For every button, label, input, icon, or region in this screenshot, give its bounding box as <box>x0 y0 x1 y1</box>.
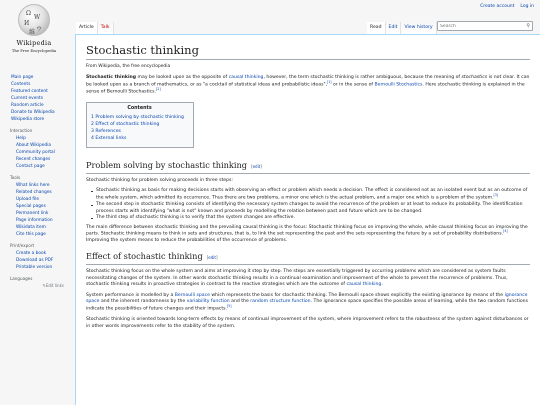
edit-links-button[interactable]: ✎Edit links <box>42 283 64 288</box>
pencil-icon: ✎ <box>42 283 46 288</box>
sidebar-item-wikidata-item[interactable]: Wikidata item <box>16 225 46 230</box>
sidebar-item-download-pdf[interactable]: Download as PDF <box>16 258 54 263</box>
puzzle-globe-icon: Ω W И ウ 維 <box>18 4 50 36</box>
toc-item[interactable]: 3 References <box>91 129 121 135</box>
citation-2[interactable]: [2] <box>156 86 161 91</box>
sidebar-item-current-events[interactable]: Current events <box>11 96 43 101</box>
sidebar-item-related-changes[interactable]: Related changes <box>16 190 52 195</box>
section-heading-effect: Effect of stochastic thinking [edit] <box>86 251 530 265</box>
edit-section-link[interactable]: edit <box>208 255 216 261</box>
link-bernoulli-space[interactable]: Bernoulli space <box>174 292 210 298</box>
wikipedia-logo[interactable] <box>4 4 64 68</box>
edit-section-link[interactable]: edit <box>252 163 261 169</box>
sidebar-heading-print-export: Print/export <box>10 243 35 248</box>
sidebar-item-donate[interactable]: Donate to Wikipedia <box>11 110 55 115</box>
article-content <box>75 34 540 405</box>
sidebar-item-main-page[interactable]: Main page <box>11 75 34 80</box>
sidebar-heading-tools: Tools <box>10 175 21 180</box>
sidebar <box>0 74 74 293</box>
section-edit: [edit] <box>251 163 262 169</box>
sidebar-print-export <box>0 243 74 271</box>
intro-paragraph: Stochastic thinking may be looked upon as the opposite of causal thinking, however, the term stochastic thinking is rather ambiguous, because the meaning of stochastics is not clear. It can be looked upon as a branch of mathematics, or as "a cocktail of statistical ideas and probabilistic ideas",[1] or in the sense of Bernoulli Stochastics. Here stochastic thinking is explained in the sense of Bernoulli Stochastics.[2] <box>86 75 530 95</box>
sidebar-item-help[interactable]: Help <box>16 136 26 141</box>
sidebar-navigation <box>0 74 74 123</box>
section-heading-problem-solving: Problem solving by stochastic thinking [edit] <box>86 160 530 174</box>
link-variability-function[interactable]: variability function <box>186 299 230 305</box>
personal-tools <box>474 4 534 9</box>
tab-article[interactable]: Article <box>76 22 98 34</box>
sidebar-item-create-book[interactable]: Create a book <box>16 251 47 256</box>
sidebar-item-store[interactable]: Wikipedia store <box>11 117 45 122</box>
sidebar-item-recent-changes[interactable]: Recent changes <box>16 157 51 162</box>
sidebar-interaction <box>0 128 74 170</box>
toc-title: Contents <box>127 105 152 111</box>
paragraph: System performance is modelled by a Bernoulli space which represents the basis for stochastic thinking. The Bernoulli space shows explicitly the existing ignorance by means of the ignorance space and the inherent randomness by the variability function and the random structure function. The ignorance space specifies the possible areas of learning, while the two random functions indicate the possibilities of future changes and their impacts.[5] <box>86 292 528 312</box>
sidebar-heading-languages: Languages <box>10 276 33 281</box>
sidebar-heading-interaction: Interaction <box>10 128 33 133</box>
toc-item[interactable]: 4 External links <box>91 136 127 142</box>
sidebar-item-cite-this-page[interactable]: Cite this page <box>16 232 46 237</box>
citation-5[interactable]: [5] <box>227 304 232 309</box>
list-item: Stochastic thinking as basis for making decisions starts with observing an effect or problem which needs a decision. The effect is considered not as an isolated event but as an outcome of the whole system, which admitted its occurrence. Thus there are two problems, a minor one which is the actual problem, and a major one which is a problem of the system.[3] <box>96 188 530 202</box>
sidebar-item-printable-version[interactable]: Printable version <box>16 265 53 270</box>
search-box <box>437 21 533 31</box>
namespace-tabs <box>76 22 114 34</box>
sidebar-item-what-links-here[interactable]: What links here <box>16 183 50 188</box>
page-title: Stochastic thinking <box>86 43 530 60</box>
sidebar-item-featured-content[interactable]: Featured content <box>11 89 48 94</box>
sidebar-item-contact-page[interactable]: Contact page <box>16 164 45 169</box>
sidebar-item-upload-file[interactable]: Upload file <box>16 197 39 202</box>
paragraph: Stochastic thinking is oriented towards long-term effects by means of continual improvement of the system, where improvement refers to the robustness of the system against disturbances or in other words improvements refer to the stability of the system. <box>86 317 529 329</box>
sidebar-item-contents[interactable]: Contents <box>11 82 31 87</box>
paragraph: Stochastic thinking focus on the whole system and aims at improving it step by step. The steps are essentially triggered by occurring problems which are considered as system faults necessitating changes of the system. In other words stochastic thinking results in a continual examination and improvement of the whole to prevent the recurrence of problems. Thus, stochastic thinking results in proactive strategies in contrast to the reactive strategies which are the outcome of causal thinking. <box>86 269 508 288</box>
link-bernoulli-stochastics[interactable]: Bernoulli Stochastics <box>374 82 423 88</box>
list-item: The third step of stochastic thinking is to verify that the system changes are effective. <box>96 215 530 222</box>
table-of-contents <box>86 102 194 148</box>
link-causal-thinking[interactable]: causal thinking <box>228 75 264 80</box>
link-causal-thinking[interactable]: causal thinking <box>346 282 382 288</box>
sidebar-item-special-pages[interactable]: Special pages <box>16 204 46 209</box>
sidebar-tools <box>0 175 74 238</box>
sidebar-item-about[interactable]: About Wikipedia <box>16 143 52 148</box>
site-subtitle: From Wikipedia, the free encyclopedia <box>86 64 171 69</box>
citation-3[interactable]: [3] <box>493 192 499 197</box>
section-lead: Stochastic thinking for problem solving proceeds in three steps: <box>86 177 233 183</box>
paragraph: The main difference between stochastic thinking and the prevailing causal thinking is the focus: Stochastic thinking focus on improving the whole, while causal thinking focus on improving the parts. Stochastic thinking means to think in sets and structures, that is, to link the set representing the past and the sets representing the future by a set of probability distributions.[4] Improving the system means to reduce the probabilities of the occurrence of problems. <box>86 224 528 244</box>
citation-1[interactable]: [1] <box>327 79 332 84</box>
sidebar-item-community-portal[interactable]: Community portal <box>16 150 55 155</box>
log-in-link[interactable]: Log in <box>520 4 534 9</box>
create-account-link[interactable]: Create account <box>480 4 515 9</box>
sidebar-item-page-information[interactable]: Page information <box>16 218 53 223</box>
link-random-structure-function[interactable]: random structure function <box>250 299 311 305</box>
toc-item[interactable]: 2 Effect of stochastic thinking <box>91 122 160 128</box>
section-edit: [edit] <box>206 255 218 261</box>
sidebar-item-permanent-link[interactable]: Permanent link <box>16 211 49 216</box>
steps-list <box>96 188 530 222</box>
toc-item[interactable]: 1 Problem solving by stochastic thinking <box>91 114 184 120</box>
logo-tagline: The Free Encyclopedia <box>11 48 57 53</box>
sidebar-item-random-article[interactable]: Random article <box>11 103 44 108</box>
tab-read[interactable]: Read <box>367 22 386 34</box>
view-tabs <box>367 22 437 34</box>
tab-view-history[interactable]: View history <box>401 22 436 34</box>
logo-wordmark: Wikipedia <box>16 39 52 47</box>
citation-4[interactable]: [4] <box>503 229 508 234</box>
sidebar-languages <box>0 276 74 288</box>
tab-talk[interactable]: Talk <box>98 22 114 34</box>
link-ignorance-space[interactable]: ignorance space <box>86 292 528 305</box>
search-input[interactable] <box>438 22 518 30</box>
search-icon[interactable]: ⚲ <box>526 23 530 29</box>
tab-edit[interactable]: Edit <box>386 22 402 34</box>
list-item: The second step in stochastic thinking consists of identifying the necessary system changes to avoid the recurrence of the problem or at least to reduce its probability. The identification process starts with identifying "what is not" known and proceeds by modelling the relation between past and future which are to be changed. <box>96 202 530 215</box>
